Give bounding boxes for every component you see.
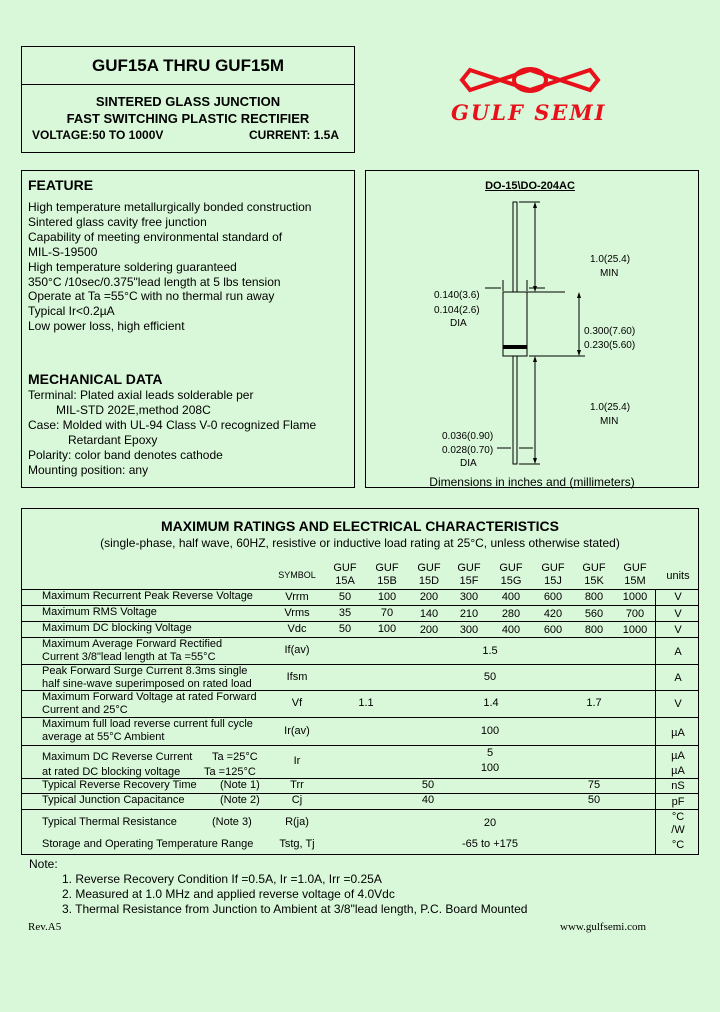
ratings-title: MAXIMUM RATINGS AND ELECTRICAL CHARACTERISTICS xyxy=(161,518,559,534)
value-cell: 210 xyxy=(459,608,479,620)
value-cell: 800 xyxy=(584,624,604,636)
value-cell: 100 xyxy=(377,591,397,603)
value-cell: 420 xyxy=(543,608,563,620)
ratings-subtitle: (single-phase, half wave, 60HZ, resistive or inductive load rating at 25°C, unless otherwise stated) xyxy=(100,536,620,550)
value-trr-2: 75 xyxy=(587,779,601,791)
unit-vrms: V xyxy=(674,608,682,620)
dim-min-bottom: MIN xyxy=(600,416,619,427)
symbol-vf: Vf xyxy=(291,697,303,709)
part-header-15f: GUF 15F xyxy=(457,562,481,587)
feature-list xyxy=(28,200,311,334)
feature-item: MIL-S-19500 xyxy=(28,244,98,259)
value-ifsm: 50 xyxy=(483,671,497,683)
mechanical-item: Polarity: color band denotes cathode xyxy=(28,447,223,462)
subtitle-line1: SINTERED GLASS JUNCTION xyxy=(95,94,281,109)
unit-vrrm: V xyxy=(674,591,682,603)
symbol-ifsm: Ifsm xyxy=(286,671,308,683)
notes-heading: Note: xyxy=(29,857,58,871)
dim-lead-dia-min: 0.028(0.70) xyxy=(442,445,494,456)
note-item: 1. Reverse Recovery Condition If =0.5A, Ir =1.0A, Irr =0.25A xyxy=(62,872,382,886)
symbol-ir: Ir xyxy=(293,755,301,767)
table-line xyxy=(655,589,656,855)
dim-body-length-min: 0.230(5.60) xyxy=(584,340,636,351)
value-rja: 20 xyxy=(483,817,497,829)
dim-dia-label-2: DIA xyxy=(460,458,477,469)
value-cell: 1000 xyxy=(622,591,648,603)
mechanical-list xyxy=(28,388,316,477)
value-cj-1: 40 xyxy=(421,794,435,806)
part-title: GUF15A THRU GUF15M xyxy=(91,56,285,75)
part-header-15d: GUF 15D xyxy=(417,562,441,587)
unit-vf: V xyxy=(674,698,682,710)
value-ir-125: 100 xyxy=(480,762,500,774)
row-label-ir: Maximum DC Reverse Current Ta =25°C at rated DC blocking voltage Ta =125°C xyxy=(42,751,258,778)
symbol-irav: Ir(av) xyxy=(284,725,310,737)
dim-body-dia-min: 0.104(2.6) xyxy=(434,305,480,316)
current-spec: CURRENT: 1.5A xyxy=(249,128,340,142)
row-label-vrrm: Maximum Recurrent Peak Reverse Voltage xyxy=(42,590,253,602)
row-label-vf: Maximum Forward Voltage at rated Forward Current and 25°C xyxy=(42,691,257,716)
units-header: units xyxy=(666,570,690,582)
value-cell: 560 xyxy=(584,608,604,620)
feature-item: Typical Ir<0.2µA xyxy=(28,304,115,319)
value-ir-25: 5 xyxy=(486,747,494,759)
row-label-rja: Typical Thermal Resistance (Note 3) xyxy=(42,816,252,828)
table-line xyxy=(21,745,699,746)
dim-min-top: MIN xyxy=(600,268,619,279)
value-irav: 100 xyxy=(480,725,500,737)
value-tstg: -65 to +175 xyxy=(462,838,518,850)
symbol-trr: Trr xyxy=(290,779,304,791)
mechanical-item: MIL-STD 202E,method 208C xyxy=(56,402,211,417)
unit-rja-2: /W xyxy=(671,824,685,836)
row-label-vdc: Maximum DC blocking Voltage xyxy=(42,622,192,634)
package-label: DO-15\DO-204AC xyxy=(485,180,575,192)
row-label-irav: Maximum full load reverse current full cycle average at 55°C Ambient xyxy=(42,718,253,743)
row-label-vrms: Maximum RMS Voltage xyxy=(42,606,157,618)
revision-label: Rev.A5 xyxy=(28,921,62,933)
dim-dia-label-1: DIA xyxy=(450,318,467,329)
value-cj-2: 50 xyxy=(587,794,601,806)
row-label-ifav: Maximum Average Forward Rectified Current 3/8"lead length at Ta =55°C xyxy=(42,638,223,663)
website-link[interactable]: www.gulfsemi.com xyxy=(560,921,647,933)
value-cell: 600 xyxy=(543,591,563,603)
table-line xyxy=(21,809,699,810)
value-ifav: 1.5 xyxy=(482,645,498,657)
part-header-15a: GUF 15A xyxy=(333,562,357,587)
mechanical-item: Case: Molded with UL-94 Class V-0 recognized Flame xyxy=(28,417,317,432)
value-cell: 600 xyxy=(543,624,563,636)
value-cell: 300 xyxy=(459,624,479,636)
symbol-vdc: Vdc xyxy=(287,623,307,635)
feature-item: Low power loss, high efficient xyxy=(28,319,185,334)
value-cell: 280 xyxy=(501,608,521,620)
symbol-cj: Cj xyxy=(291,794,303,806)
value-cell: 50 xyxy=(338,591,352,603)
value-cell: 700 xyxy=(625,608,645,620)
row-label-trr: Typical Reverse Recovery Time (Note 1) xyxy=(42,779,260,791)
value-cell: 400 xyxy=(501,624,521,636)
voltage-spec: VOLTAGE:50 TO 1000V xyxy=(32,128,164,142)
symbol-header: SYMBOL xyxy=(278,570,316,580)
logo-text: GULF SEMI xyxy=(451,100,607,125)
dim-lead-length-top: 1.0(25.4) xyxy=(590,254,631,265)
unit-trr: nS xyxy=(671,780,685,792)
feature-item: Sintered glass cavity free junction xyxy=(28,214,207,229)
unit-irav: µA xyxy=(671,727,685,739)
header-divider xyxy=(21,84,355,85)
feature-item: High temperature metallurgically bonded construction xyxy=(28,200,312,214)
part-header-15m: GUF 15M xyxy=(623,562,647,587)
unit-cj: pF xyxy=(671,796,685,808)
value-cell: 1000 xyxy=(622,624,648,636)
unit-tstg: °C xyxy=(671,839,685,851)
row-label-ifsm: Peak Forward Surge Current 8.3ms single half sine-wave superimposed on rated load xyxy=(42,665,252,690)
value-cell: 100 xyxy=(377,623,397,635)
unit-ifav: A xyxy=(674,646,682,658)
row-label-tstg: Storage and Operating Temperature Range xyxy=(42,838,254,850)
value-cell: 35 xyxy=(338,607,352,619)
mechanical-item: Mounting position: any xyxy=(28,462,149,477)
dim-body-length-max: 0.300(7.60) xyxy=(584,326,636,337)
value-cell: 70 xyxy=(380,607,394,619)
value-cell: 300 xyxy=(459,591,479,603)
diode-outline-drawing xyxy=(365,170,699,488)
value-cell: 200 xyxy=(419,591,439,603)
value-cell: 140 xyxy=(419,608,439,620)
mechanical-item: Retardant Epoxy xyxy=(68,432,158,447)
symbol-vrrm: Vrrm xyxy=(285,591,309,603)
value-trr-1: 50 xyxy=(421,779,435,791)
value-vf-1: 1.1 xyxy=(358,697,374,709)
note-item: 2. Measured at 1.0 MHz and applied reverse voltage of 4.0Vdc xyxy=(62,887,395,901)
part-header-15j: GUF 15J xyxy=(541,562,565,587)
value-vf-2: 1.4 xyxy=(483,697,499,709)
dim-body-dia-max: 0.140(3.6) xyxy=(434,290,480,301)
feature-item: High temperature soldering guaranteed xyxy=(28,259,237,274)
unit-vdc: V xyxy=(674,624,682,636)
unit-rja-1: °C xyxy=(671,811,685,823)
subtitle-line2: FAST SWITCHING PLASTIC RECTIFIER xyxy=(66,111,310,126)
dim-lead-length-bottom: 1.0(25.4) xyxy=(590,402,631,413)
value-cell: 50 xyxy=(338,623,352,635)
unit-ifsm: A xyxy=(674,672,682,684)
value-cell: 200 xyxy=(419,624,439,636)
feature-item: 350°C /10sec/0.375"lead length at 5 lbs tension xyxy=(28,274,281,289)
dimensions-caption: Dimensions in inches and (millimeters) xyxy=(429,475,635,489)
feature-heading: FEATURE xyxy=(28,177,94,193)
cathode-band xyxy=(503,345,527,349)
part-header-15k: GUF 15K xyxy=(582,562,606,587)
symbol-vrms: Vrms xyxy=(284,607,310,619)
symbol-rja: R(ja) xyxy=(285,816,309,828)
unit-ir-1: µA xyxy=(671,750,685,762)
mechanical-item: Terminal: Plated axial leads solderable per xyxy=(28,388,254,402)
unit-ir-2: µA xyxy=(671,765,685,777)
mechanical-heading: MECHANICAL DATA xyxy=(28,371,163,387)
dim-lead-dia-max: 0.036(0.90) xyxy=(442,431,494,442)
value-vf-3: 1.7 xyxy=(586,697,602,709)
value-cell: 800 xyxy=(584,591,604,603)
symbol-tstg: Tstg, Tj xyxy=(279,838,315,850)
part-header-15g: GUF 15G xyxy=(499,562,523,587)
symbol-ifav: If(av) xyxy=(284,644,310,656)
note-item: 3. Thermal Resistance from Junction to Ambient at 3/8"lead length, P.C. Board Mounted xyxy=(62,902,528,916)
value-cell: 400 xyxy=(501,591,521,603)
part-header-15b: GUF 15B xyxy=(375,562,399,587)
feature-item: Capability of meeting environmental standard of xyxy=(28,229,283,244)
feature-item: Operate at Ta =55°C with no thermal run away xyxy=(28,289,275,304)
row-label-cj: Typical Junction Capacitance (Note 2) xyxy=(42,794,260,806)
